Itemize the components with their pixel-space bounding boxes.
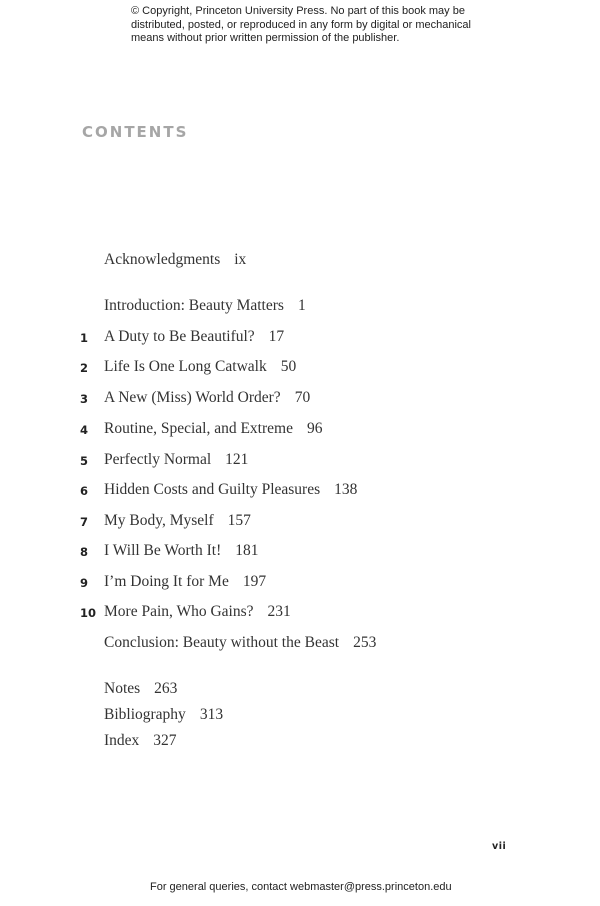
toc-entry-page: 327 [153, 732, 177, 749]
toc-entry-title: A New (Miss) World Order? [104, 389, 281, 406]
copyright-line: distributed, posted, or reproduced in any form by digital or mechanical [131, 18, 471, 31]
toc-entry[interactable] [0, 420, 600, 442]
chapter-number: 9 [80, 576, 89, 590]
chapter-number: 6 [80, 484, 89, 498]
toc-entry[interactable] [0, 542, 600, 564]
toc-entry-title: More Pain, Who Gains? [104, 603, 254, 620]
toc-entry-title-wrap [104, 573, 266, 591]
chapter-number: 8 [80, 545, 89, 559]
chapter-number: 4 [80, 423, 89, 437]
toc-entry[interactable] [0, 297, 600, 319]
toc-entry-page: 253 [353, 634, 377, 651]
toc-entry-title: Acknowledgments [104, 251, 221, 268]
page-folio: vii [492, 841, 507, 852]
toc-entry[interactable] [0, 732, 600, 754]
toc-entry[interactable] [0, 358, 600, 380]
toc-entry-title-wrap [104, 512, 251, 530]
toc-entry-page: 263 [154, 680, 178, 697]
chapter-number: 7 [80, 515, 89, 529]
toc-entry-page: 231 [267, 603, 291, 620]
toc-entry-title-wrap [104, 481, 357, 499]
toc-entry-title-wrap [104, 420, 322, 438]
footer-contact: For general queries, contact webmaster@press.princeton.edu [150, 881, 452, 893]
toc-entry[interactable] [0, 680, 600, 702]
toc-entry-title: Routine, Special, and Extreme [104, 420, 293, 437]
toc-entry-title-wrap [104, 732, 177, 750]
toc-entry[interactable] [0, 634, 600, 656]
toc-entry-title: I Will Be Worth It! [104, 542, 222, 559]
toc-entry[interactable] [0, 573, 600, 595]
toc-entry-page: 313 [199, 706, 224, 723]
toc-entry[interactable] [0, 251, 600, 273]
toc-entry-title-wrap [104, 389, 310, 407]
toc-entry-title: Perfectly Normal [104, 451, 212, 468]
chapter-number: 3 [80, 392, 89, 406]
toc-entry[interactable] [0, 481, 600, 503]
copyright-line: means without prior written permission of the publisher. [131, 32, 400, 44]
toc-entry-title-wrap [104, 451, 248, 469]
toc-entry-title: Life Is One Long Catwalk [104, 358, 267, 375]
contents-heading: CONTENTS [82, 123, 189, 141]
toc-entry-page: 121 [225, 451, 249, 468]
toc-entry-title-wrap [104, 328, 284, 346]
toc-entry-title-wrap [104, 634, 376, 652]
toc-entry-page: 96 [306, 420, 323, 437]
toc-entry-page: 1 [297, 297, 306, 314]
toc-entry-page: 181 [235, 542, 259, 559]
toc-entry-title: Notes [104, 680, 141, 697]
toc-entry-page: 17 [268, 328, 285, 345]
toc-entry-title: Index [104, 732, 140, 749]
toc-entry-title-wrap [104, 251, 246, 269]
toc-entry[interactable] [0, 328, 600, 350]
toc-entry-title: A Duty to Be Beautiful? [104, 328, 255, 345]
toc-entry-page: 70 [294, 389, 311, 406]
toc-entry-page: 50 [280, 358, 297, 375]
toc-entry-title: Conclusion: Beauty without the Beast [104, 634, 340, 651]
toc-entry-title: I’m Doing It for Me [104, 573, 229, 590]
toc-entry[interactable] [0, 512, 600, 534]
toc-entry-title: Hidden Costs and Guilty Pleasures [104, 481, 321, 498]
toc-entry-title: Bibliography [104, 706, 186, 723]
toc-entry[interactable] [0, 603, 600, 625]
copyright-line: © Copyright, Princeton University Press. No part of this book may be [131, 5, 465, 17]
toc-entry[interactable] [0, 451, 600, 473]
toc-entry-title-wrap [104, 297, 306, 315]
toc-entry-page: 157 [227, 512, 251, 529]
chapter-number: 10 [80, 606, 97, 620]
toc-entry-page: ix [234, 251, 247, 268]
toc-entry-title-wrap [104, 680, 177, 698]
toc-entry-title-wrap [104, 358, 296, 376]
toc-entry-title-wrap [104, 603, 291, 621]
copyright-notice [131, 5, 491, 46]
toc-entry-title: Introduction: Beauty Matters [104, 297, 284, 314]
toc-entry[interactable] [0, 706, 600, 728]
toc-entry-title: My Body, Myself [104, 512, 214, 529]
chapter-number: 2 [80, 361, 89, 375]
toc-entry[interactable] [0, 389, 600, 411]
toc-entry-title-wrap [104, 542, 258, 560]
toc-entry-page: 197 [242, 573, 267, 590]
chapter-number: 5 [80, 454, 89, 468]
toc-entry-title-wrap [104, 706, 223, 724]
toc-entry-page: 138 [334, 481, 358, 498]
chapter-number: 1 [80, 331, 89, 345]
